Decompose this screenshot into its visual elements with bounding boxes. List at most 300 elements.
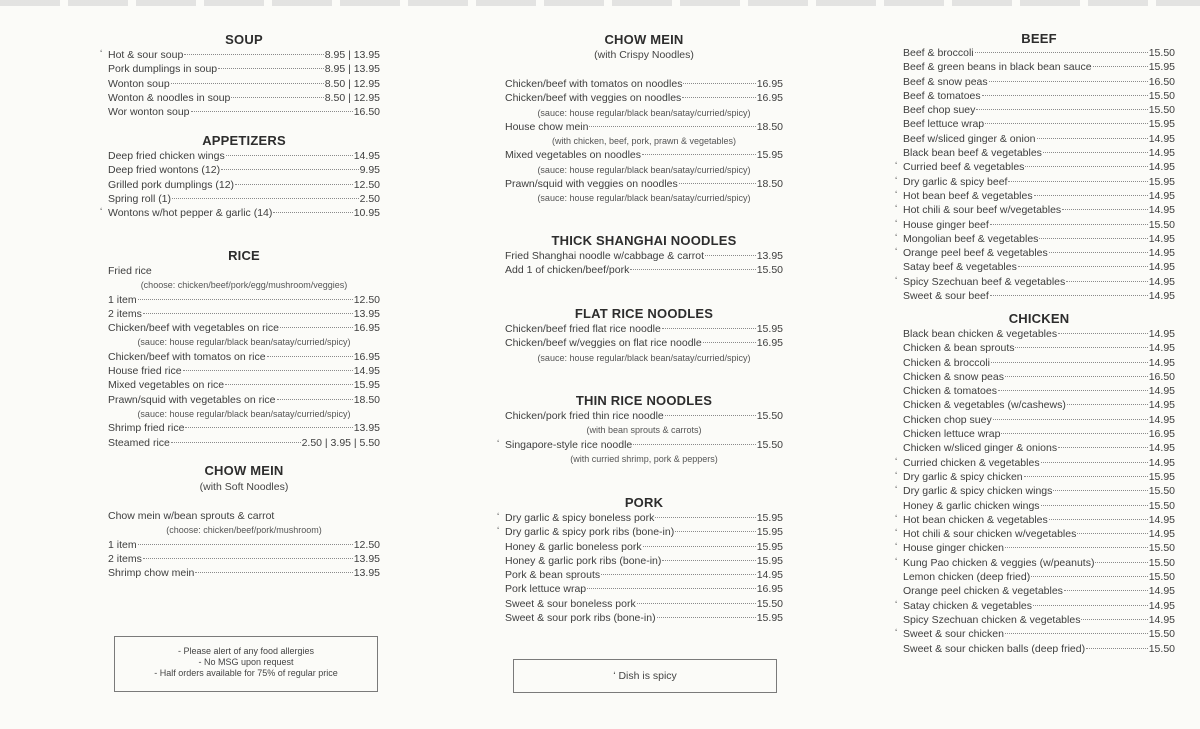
menu-item-price: 8.50 | 12.95: [324, 91, 380, 104]
menu-item-name: Sweet & sour beef: [903, 290, 989, 303]
menu-item: [903, 570, 1175, 584]
menu-item-name: Beef & broccoli: [903, 47, 974, 59]
spicy-icon: ʻ: [895, 485, 898, 497]
dot-leader: [1037, 138, 1148, 139]
menu-item: [505, 77, 783, 91]
menu-item-price: 13.95: [756, 250, 783, 262]
menu-item-price: 15.95: [756, 540, 783, 553]
spicy-icon: ʻ: [895, 542, 898, 554]
dot-leader: [280, 327, 353, 328]
menu-item-price: 16.50: [1148, 370, 1175, 383]
menu-item-price: 15.50: [756, 597, 783, 610]
spicy-icon: ʻ: [100, 207, 103, 219]
menu-item-price: 16.95: [756, 92, 783, 105]
menu-note: (with bean sprouts & carrots): [586, 425, 702, 436]
menu-item-name: 2 items: [108, 552, 142, 565]
dot-leader: [990, 224, 1148, 225]
dot-leader: [138, 544, 353, 545]
menu-item-name: Spicy Szechuan beef & vegetables: [903, 275, 1066, 288]
menu-item-name: Hot chili & sour chicken w/vegetables: [903, 528, 1077, 541]
menu-item-name: Chicken & tomatoes: [903, 385, 997, 398]
notice-half-orders: - Half orders available for 75% of regular price: [154, 668, 338, 678]
menu-item-name: Wor wonton soup: [108, 106, 190, 119]
menu-item: [505, 554, 783, 568]
spicy-icon: ʻ: [895, 232, 898, 244]
menu-item: [895, 189, 1175, 203]
dot-leader: [183, 370, 353, 371]
menu-item: [895, 232, 1175, 246]
menu-item: [895, 203, 1175, 217]
dot-leader: [1039, 238, 1147, 239]
menu-item: [108, 378, 380, 392]
menu-item: [903, 341, 1175, 355]
menu-item: [505, 582, 783, 596]
thin-rice-list: [497, 409, 783, 466]
menu-item-price: 14.95: [353, 150, 380, 162]
dot-leader: [1018, 266, 1148, 267]
menu-item-name: Hot & sour soup: [108, 49, 184, 61]
menu-item-price: 14.95: [1148, 232, 1175, 245]
menu-item-name: Black bean beef & vegetables: [903, 147, 1042, 160]
menu-item-price: 14.95: [1148, 442, 1175, 455]
menu-item-price: 16.95: [756, 583, 783, 596]
menu-item-price: 14.95: [1148, 328, 1175, 340]
dot-leader: [1041, 462, 1148, 463]
menu-item: [505, 249, 783, 263]
menu-item-price: 15.50: [1148, 485, 1175, 498]
chow-mein-soft-subtitle: (with Soft Noodles): [199, 481, 289, 493]
menu-item-name: Hot bean chicken & vegetables: [903, 513, 1048, 526]
dot-leader: [1077, 533, 1147, 534]
menu-item-price: 13.95: [353, 307, 380, 320]
menu-item-name: Spicy Szechuan chicken & vegetables: [903, 613, 1081, 626]
menu-item: [505, 91, 783, 105]
spicy-icon: ʻ: [895, 175, 898, 187]
menu-item-price: 14.95: [756, 569, 783, 582]
menu-item-price: 14.95: [1148, 513, 1175, 526]
chow-mein-soft-list: [108, 509, 380, 580]
dot-leader: [1001, 433, 1147, 434]
menu-item-name: Shrimp chow mein: [108, 567, 195, 580]
menu-item-name: House fried rice: [108, 365, 182, 378]
menu-item-price: 15.50: [1148, 47, 1175, 59]
shanghai-list: [505, 249, 783, 278]
menu-item-name: Wontons w/hot pepper & garlic (14): [108, 207, 273, 220]
menu-item-price: 14.95: [353, 365, 380, 378]
menu-item-price: 15.95: [756, 526, 783, 539]
menu-item: [903, 75, 1175, 89]
dot-leader: [662, 560, 755, 561]
menu-item-price: 16.95: [353, 322, 380, 335]
dot-leader: [1024, 476, 1148, 477]
dot-leader: [998, 390, 1148, 391]
menu-item: [108, 163, 380, 177]
spicy-legend-text: Dish is spicy: [618, 670, 677, 682]
dot-leader: [1086, 648, 1148, 649]
menu-item-price: 14.95: [1148, 261, 1175, 274]
menu-item-price: 15.95: [756, 554, 783, 567]
menu-item-name: Sweet & sour pork ribs (bone-in): [505, 612, 656, 625]
menu-item-name: Fried Shanghai noodle w/cabbage & carrot: [505, 250, 705, 262]
notice-box: [114, 636, 378, 692]
menu-item-name: Sweet & sour chicken balls (deep fried): [903, 642, 1086, 655]
menu-item-price: 8.95 | 13.95: [324, 63, 380, 76]
menu-item-price: 15.50: [1148, 571, 1175, 584]
dot-leader: [705, 255, 756, 256]
dot-leader: [1053, 490, 1147, 491]
menu-item-price: 15.95: [1148, 118, 1175, 131]
menu-item: [895, 527, 1175, 541]
menu-item: [903, 327, 1175, 341]
menu-item: [895, 541, 1175, 555]
menu-item-price: 15.50: [1148, 542, 1175, 555]
menu-item: [108, 421, 380, 435]
menu-item-name: 1 item: [108, 538, 137, 551]
menu-item-price: 16.50: [353, 106, 380, 119]
menu-item: [108, 566, 380, 580]
menu-item-name: Chicken/beef with tomatos on rice: [108, 350, 266, 363]
dot-leader: [171, 83, 324, 84]
dot-leader: [1081, 619, 1147, 620]
fried-rice-note: (choose: chicken/beef/pork/egg/mushroom/veggies): [140, 280, 348, 291]
menu-item-name: Mongolian beef & vegetables: [903, 232, 1039, 245]
dot-leader: [1058, 333, 1148, 334]
dot-leader: [1095, 562, 1147, 563]
rice-items-b: [108, 350, 380, 407]
menu-item-name: Deep fried chicken wings: [108, 150, 225, 162]
menu-item-name: Pork lettuce wrap: [505, 583, 587, 596]
menu-item-price: 16.95: [1148, 428, 1175, 441]
menu-item-name: Prawn/squid with veggies on noodles: [505, 178, 678, 191]
dot-leader: [1005, 633, 1148, 634]
menu-item-name: Chicken lettuce wrap: [903, 428, 1001, 441]
menu-item: [505, 568, 783, 582]
spicy-icon: ʻ: [895, 275, 898, 287]
menu-item-price: 14.95: [1148, 161, 1175, 174]
menu-item-name: Steamed rice: [108, 436, 170, 449]
dot-leader: [267, 356, 353, 357]
flat-rice-list: [505, 322, 783, 365]
menu-item: [505, 120, 783, 134]
dot-leader: [1058, 447, 1148, 448]
menu-item: [895, 275, 1175, 289]
dot-leader: [1062, 209, 1148, 210]
section-title-appetizers: APPETIZERS: [202, 133, 286, 148]
menu-item-name: Pork & bean sprouts: [505, 569, 601, 582]
menu-note: (sauce: house regular/black bean/satay/curried/spicy): [537, 352, 751, 363]
menu-item: [903, 413, 1175, 427]
menu-item-name: Sweet & sour chicken: [903, 628, 1004, 641]
dot-leader: [1005, 376, 1148, 377]
section-title-soup: SOUP: [225, 32, 263, 47]
pork-list: [497, 511, 783, 625]
dot-leader: [195, 572, 352, 573]
chow-mein-crispy-list: [505, 77, 783, 206]
dot-leader: [1041, 505, 1148, 506]
menu-item-price: 14.95: [1148, 599, 1175, 612]
menu-item: [903, 584, 1175, 598]
menu-item: [108, 307, 380, 321]
menu-item-name: House ginger chicken: [903, 542, 1004, 555]
spicy-icon: ʻ: [895, 470, 898, 482]
chow-mein-soft-items: [108, 538, 380, 581]
menu-item-name: Chicken/beef with tomatos on noodles: [505, 78, 683, 90]
menu-item-name: Singapore-style rice noodle: [505, 438, 633, 451]
menu-item-name: Beef lettuce wrap: [903, 118, 985, 131]
spicy-icon: ʻ: [497, 512, 500, 523]
dot-leader: [589, 126, 755, 127]
menu-item-price: 8.50 | 12.95: [324, 77, 380, 90]
menu-item: [895, 160, 1175, 174]
menu-item: [903, 117, 1175, 131]
dot-leader: [1033, 605, 1148, 606]
menu-item: [108, 364, 380, 378]
menu-item-name: Chicken/pork fried thin rice noodle: [505, 410, 664, 422]
dot-leader: [226, 155, 353, 156]
dot-leader: [679, 183, 756, 184]
menu-item-name: Orange peel chicken & vegetables: [903, 585, 1063, 598]
dot-leader: [1005, 547, 1148, 548]
menu-item-price: 15.50: [1148, 499, 1175, 512]
rice-list: [108, 264, 380, 450]
menu-item: [505, 322, 783, 336]
menu-item-price: 16.50: [1148, 75, 1175, 88]
menu-item-name: Chicken & snow peas: [903, 370, 1004, 383]
dot-leader: [1049, 252, 1148, 253]
menu-item: [505, 336, 783, 350]
menu-item-name: Orange peel beef & vegetables: [903, 247, 1048, 260]
dot-leader: [143, 313, 353, 314]
rice-items-a: [108, 293, 380, 336]
menu-item-price: 14.95: [1148, 147, 1175, 160]
menu-item-price: 9.95: [359, 164, 380, 177]
menu-item-price: 12.50: [353, 293, 380, 306]
menu-item-name: Curried chicken & vegetables: [903, 456, 1040, 469]
spicy-icon: ʻ: [895, 456, 898, 468]
dot-leader: [191, 111, 353, 112]
menu-item: [505, 611, 783, 625]
menu-item: [895, 246, 1175, 260]
section-title-chow-mein-soft: CHOW MEIN: [204, 463, 284, 478]
menu-item-price: 14.95: [1148, 290, 1175, 303]
menu-item-price: 15.50: [756, 438, 783, 451]
dot-leader: [662, 328, 756, 329]
dot-leader: [982, 95, 1148, 96]
spicy-icon: ʻ: [497, 438, 500, 450]
dot-leader: [1049, 519, 1148, 520]
dot-leader: [138, 299, 353, 300]
soup-list: [100, 48, 380, 119]
appetizers-list: [100, 149, 380, 220]
dot-leader: [143, 558, 353, 559]
dot-leader: [665, 415, 756, 416]
menu-item-price: 15.95: [756, 512, 783, 524]
menu-item: [903, 89, 1175, 103]
menu-item: [903, 46, 1175, 60]
menu-item-name: Chicken & vegetables (w/cashews): [903, 399, 1066, 412]
menu-item-name: Hot chili & sour beef w/vegetables: [903, 204, 1062, 217]
dot-leader: [1043, 152, 1148, 153]
section-title-pork: PORK: [624, 495, 664, 510]
menu-item: [903, 613, 1175, 627]
menu-note: (sauce: house regular/black bean/satay/curried/spicy): [537, 193, 751, 204]
spicy-icon: ʻ: [895, 556, 898, 568]
dot-leader: [637, 603, 756, 604]
menu-item: [108, 91, 380, 105]
menu-item: [108, 436, 380, 450]
menu-item-name: Chicken/beef fried flat rice noodle: [505, 323, 661, 335]
menu-item: [903, 103, 1175, 117]
menu-item-name: Dry garlic & spicy boneless pork: [505, 512, 655, 524]
menu-item: [505, 148, 783, 162]
menu-item: [108, 178, 380, 192]
menu-note: (sauce: house regular/black bean/satay/curried/spicy): [537, 164, 751, 175]
dot-leader: [991, 362, 1148, 363]
menu-item-name: Wonton & noodles in soup: [108, 91, 231, 104]
menu-item: [497, 525, 783, 539]
menu-item: [108, 149, 380, 163]
section-title-thin-rice: THIN RICE NOODLES: [575, 393, 713, 408]
menu-item: [895, 218, 1175, 232]
menu-item-name: Honey & garlic chicken wings: [903, 499, 1040, 512]
spicy-icon: ʻ: [895, 218, 898, 230]
menu-item-price: 14.95: [1148, 356, 1175, 369]
dot-leader: [221, 169, 359, 170]
dot-leader: [975, 52, 1148, 53]
menu-item: [108, 105, 380, 119]
chow-mein-soft-intro: Chow mein w/bean sprouts & carrot: [108, 510, 275, 522]
section-title-beef: BEEF: [1021, 31, 1057, 46]
menu-note: (sauce: house regular/black bean/satay/curried/spicy): [537, 107, 751, 118]
menu-item-name: Beef chop suey: [903, 104, 976, 117]
dot-leader: [703, 342, 756, 343]
menu-item-price: 12.50: [353, 178, 380, 191]
menu-item-name: Beef w/sliced ginger & onion: [903, 132, 1036, 145]
menu-item-price: 15.50: [1148, 642, 1175, 655]
spicy-icon: ʻ: [100, 49, 103, 60]
menu-item-price: 15.50: [1148, 218, 1175, 231]
menu-item-price: 15.95: [756, 323, 783, 335]
dot-leader: [675, 531, 756, 532]
menu-item-price: 15.50: [1148, 556, 1175, 569]
menu-item-name: Honey & garlic pork ribs (bone-in): [505, 554, 662, 567]
menu-item-price: 15.50: [1148, 628, 1175, 641]
spicy-icon: ʻ: [895, 247, 898, 259]
menu-item-name: Wonton soup: [108, 77, 170, 90]
menu-item: [903, 642, 1175, 656]
menu-item: [108, 321, 380, 335]
menu-item-name: Add 1 of chicken/beef/pork: [505, 264, 630, 277]
menu-item: [903, 499, 1175, 513]
menu-item-price: 16.95: [756, 337, 783, 350]
menu-item: [108, 350, 380, 364]
menu-item: [895, 556, 1175, 570]
menu-item: [903, 289, 1175, 303]
menu-item-name: Chicken w/sliced ginger & onions: [903, 442, 1058, 455]
menu-item-name: Satay beef & vegetables: [903, 261, 1017, 274]
menu-item-price: 14.95: [1148, 204, 1175, 217]
menu-item-price: 15.50: [1148, 89, 1175, 102]
dot-leader: [231, 97, 323, 98]
section-title-flat-rice: FLAT RICE NOODLES: [574, 306, 714, 321]
dot-leader: [682, 97, 755, 98]
menu-item-price: 18.50: [756, 178, 783, 191]
menu-item: [108, 293, 380, 307]
chow-mein-soft-note: (choose: chicken/beef/pork/mushroom): [166, 525, 322, 536]
menu-item: [505, 597, 783, 611]
menu-item: [903, 427, 1175, 441]
menu-item-price: 13.95: [353, 422, 380, 435]
spicy-icon: ʻ: [497, 526, 500, 538]
menu-item-price: 16.95: [756, 78, 783, 90]
menu-item: [903, 441, 1175, 455]
dot-leader: [171, 442, 301, 443]
menu-item-name: Prawn/squid with vegetables on rice: [108, 393, 276, 406]
spicy-icon: ʻ: [613, 670, 616, 682]
dot-leader: [989, 81, 1148, 82]
menu-item-price: 14.95: [1148, 585, 1175, 598]
section-title-chow-mein-crispy: CHOW MEIN: [604, 32, 684, 47]
dot-leader: [172, 198, 359, 199]
menu-item: [895, 627, 1175, 641]
chow-mein-crispy-subtitle: (with Crispy Noodles): [594, 49, 694, 61]
menu-item: [108, 538, 380, 552]
dot-leader: [1093, 66, 1148, 67]
spicy-legend-box: [513, 659, 777, 693]
menu-item-name: 2 items: [108, 307, 142, 320]
menu-item: [895, 470, 1175, 484]
spicy-icon: ʻ: [895, 599, 898, 611]
menu-item-name: Dry garlic & spicy pork ribs (bone-in): [505, 526, 675, 539]
menu-note: (with chicken, beef, pork, prawn & vegetables): [551, 136, 737, 147]
menu-item-name: House chow mein: [505, 120, 589, 133]
dot-leader: [630, 269, 755, 270]
menu-item: [108, 77, 380, 91]
menu-item-price: 18.50: [353, 393, 380, 406]
menu-item-price: 8.95 | 13.95: [324, 49, 380, 61]
menu-item: [108, 62, 380, 76]
spicy-icon: ʻ: [895, 204, 898, 216]
menu-item-price: 14.95: [1148, 528, 1175, 541]
menu-item-price: 15.50: [756, 264, 783, 277]
spicy-icon: ʻ: [895, 161, 898, 173]
dot-leader: [985, 123, 1148, 124]
menu-item-name: House ginger beef: [903, 218, 989, 231]
dot-leader: [990, 295, 1148, 296]
menu-item: [108, 393, 380, 407]
menu-item-price: 18.50: [756, 120, 783, 133]
menu-item-name: Pork dumplings in soup: [108, 63, 218, 76]
menu-item-name: Beef & green beans in black bean sauce: [903, 61, 1092, 74]
dot-leader: [1025, 166, 1147, 167]
menu-item: [903, 384, 1175, 398]
spicy-icon: ʻ: [895, 189, 898, 201]
spicy-icon: ʻ: [895, 528, 898, 540]
menu-item-name: Curried beef & vegetables: [903, 161, 1025, 174]
dot-leader: [1015, 347, 1147, 348]
dot-leader: [993, 419, 1148, 420]
dot-leader: [235, 184, 353, 185]
menu-item-price: 15.95: [756, 149, 783, 162]
menu-item: [895, 175, 1175, 189]
spicy-icon: ʻ: [895, 628, 898, 640]
section-title-rice: RICE: [228, 248, 260, 263]
menu-item: [895, 599, 1175, 613]
rice-sauce-note-2: (sauce: house regular/black bean/satay/curried/spicy): [137, 408, 351, 419]
dot-leader: [184, 54, 323, 55]
menu-item-price: 14.95: [1148, 132, 1175, 145]
menu-item-name: 1 item: [108, 293, 137, 306]
